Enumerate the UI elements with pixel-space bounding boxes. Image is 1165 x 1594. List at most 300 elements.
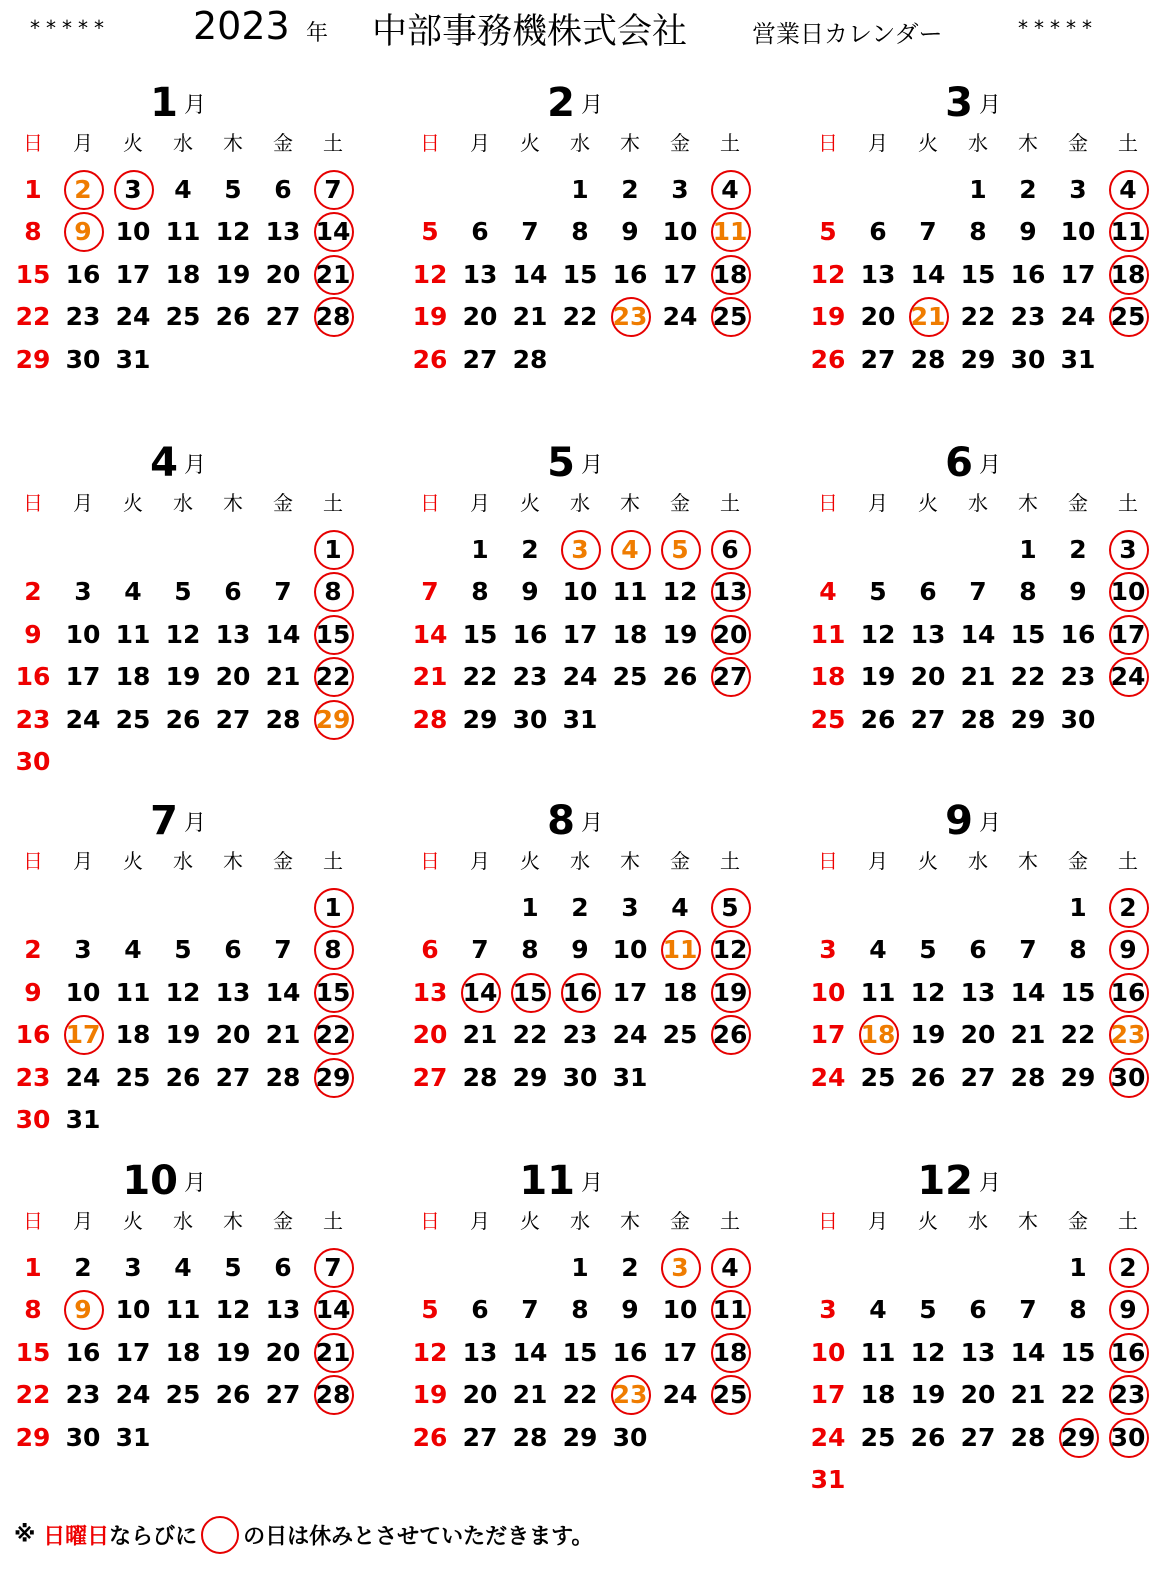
weekday-label: 土 [1118, 491, 1138, 515]
day-cell: 28 [910, 344, 946, 374]
empty-cell [953, 1247, 1003, 1289]
day-cell: 1 [571, 174, 589, 204]
footer-text-1: ならびに [109, 1524, 198, 1550]
day-cell: 21 [512, 302, 548, 331]
footer-text-2: の日は休みとさせていただきます。 [243, 1524, 594, 1550]
day-cell: 12 [165, 977, 201, 1007]
day-cell: 11 [860, 977, 896, 1007]
day-cell: 16 [1103, 1332, 1153, 1374]
day-cell: 24 [65, 704, 101, 734]
day-cell: 2 [1103, 1247, 1153, 1289]
day-cell: 22 [308, 656, 358, 698]
day-cell: 18 [810, 662, 846, 691]
day-cell: 7 [919, 217, 937, 246]
day-cell: 10 [115, 1295, 151, 1324]
day-cell: 13 [960, 977, 996, 1007]
day-cell: 27 [705, 656, 755, 698]
empty-cell [853, 1247, 903, 1289]
day-cell: 29 [1010, 704, 1046, 734]
weekday-label: 金 [670, 131, 690, 155]
day-cell: 3 [621, 892, 639, 922]
month-suffix: 月 [581, 811, 604, 836]
weekday-label: 木 [1018, 849, 1038, 873]
day-cell: 28 [265, 1062, 301, 1092]
weekday-label: 火 [918, 1209, 938, 1233]
day-cell: 8 [308, 929, 358, 971]
month-number: 1 [150, 80, 178, 126]
weekday-label: 水 [968, 849, 988, 873]
day-cell: 10 [662, 1295, 698, 1324]
day-cell: 11 [115, 977, 151, 1007]
day-cell: 13 [215, 619, 251, 649]
day-cell: 20 [860, 302, 896, 331]
month-title [405, 440, 760, 486]
day-cell: 29 [15, 1422, 51, 1452]
month-7 [8, 778, 363, 1134]
month-suffix: 月 [979, 811, 1002, 836]
day-cell: 7 [521, 1295, 539, 1324]
day-cell: 26 [215, 1380, 251, 1409]
day-cell: 15 [15, 259, 51, 289]
day-cell: 25 [165, 302, 201, 331]
day-cell: 15 [308, 614, 358, 656]
month-grid [405, 126, 755, 381]
day-cell: 23 [15, 704, 51, 734]
day-cell: 17 [58, 1014, 108, 1056]
day-cell: 15 [562, 1337, 598, 1367]
day-cell: 6 [224, 935, 242, 964]
day-cell: 7 [471, 935, 489, 964]
month-suffix: 月 [979, 453, 1002, 478]
day-cell: 9 [1019, 217, 1037, 246]
weekday-label: 日 [420, 491, 440, 515]
day-cell: 26 [165, 1062, 201, 1092]
month-number: 6 [945, 440, 973, 486]
day-cell: 11 [705, 1289, 755, 1331]
day-cell: 31 [562, 704, 598, 734]
weekday-label: 日 [420, 131, 440, 155]
empty-cell [803, 169, 853, 211]
empty-cell [208, 529, 258, 571]
day-cell: 2 [621, 174, 639, 204]
calendar-header [0, 0, 1165, 60]
weekday-label: 火 [123, 131, 143, 155]
month-number: 11 [519, 1158, 575, 1204]
day-cell: 7 [1019, 935, 1037, 964]
day-cell: 27 [412, 1062, 448, 1092]
day-cell: 17 [612, 977, 648, 1007]
day-cell: 4 [1103, 169, 1153, 211]
day-cell: 26 [165, 704, 201, 734]
day-cell: 17 [662, 259, 698, 289]
day-cell: 1 [1019, 534, 1037, 564]
day-cell: 18 [705, 254, 755, 296]
day-cell: 11 [1103, 211, 1153, 253]
weekday-label: 月 [73, 849, 93, 873]
day-cell: 28 [512, 1422, 548, 1452]
day-cell: 18 [705, 1332, 755, 1374]
weekday-label: 金 [1068, 491, 1088, 515]
day-cell: 25 [860, 1422, 896, 1452]
month-suffix: 月 [184, 1171, 207, 1196]
day-cell: 11 [612, 577, 648, 606]
weekday-label: 月 [868, 1209, 888, 1233]
month-8 [405, 778, 760, 1128]
day-cell: 8 [1069, 1295, 1087, 1324]
day-cell: 14 [265, 619, 301, 649]
day-cell: 1 [308, 529, 358, 571]
day-cell: 29 [15, 344, 51, 374]
month-grid [405, 1204, 755, 1459]
day-cell: 17 [1103, 614, 1153, 656]
weekday-label: 水 [570, 1209, 590, 1233]
day-cell: 10 [810, 1337, 846, 1367]
day-cell: 30 [15, 1105, 51, 1134]
empty-cell [455, 887, 505, 929]
empty-cell [1003, 887, 1053, 929]
day-cell: 2 [571, 892, 589, 922]
day-cell: 5 [919, 1295, 937, 1324]
day-cell: 13 [462, 1337, 498, 1367]
weekday-label: 土 [323, 131, 343, 155]
day-cell: 22 [15, 302, 51, 331]
weekday-label: 日 [420, 849, 440, 873]
day-cell: 6 [969, 935, 987, 964]
month-5 [405, 420, 760, 770]
day-cell: 14 [910, 259, 946, 289]
day-cell: 30 [612, 1422, 648, 1452]
empty-cell [8, 529, 58, 571]
day-cell: 4 [124, 577, 142, 606]
day-cell: 17 [65, 662, 101, 691]
day-cell: 16 [15, 662, 51, 691]
month-title [8, 440, 363, 486]
day-cell: 9 [521, 577, 539, 606]
empty-cell [455, 1247, 505, 1289]
day-cell: 12 [412, 259, 448, 289]
day-cell: 30 [15, 747, 51, 776]
day-cell: 29 [562, 1422, 598, 1452]
day-cell: 12 [662, 577, 698, 606]
day-cell: 24 [115, 1380, 151, 1409]
day-cell: 20 [215, 1020, 251, 1049]
day-cell: 3 [555, 529, 605, 571]
day-cell: 13 [265, 1295, 301, 1324]
day-cell: 20 [412, 1020, 448, 1049]
empty-cell [903, 1247, 953, 1289]
day-cell: 9 [58, 211, 108, 253]
day-cell: 2 [521, 534, 539, 564]
day-cell: 27 [215, 704, 251, 734]
weekday-label: 土 [720, 849, 740, 873]
day-cell: 28 [308, 1374, 358, 1416]
day-cell: 14 [512, 1337, 548, 1367]
empty-cell [853, 169, 903, 211]
empty-cell [853, 887, 903, 929]
day-cell: 4 [605, 529, 655, 571]
day-cell: 18 [115, 662, 151, 691]
day-cell: 5 [224, 1252, 242, 1282]
day-cell: 23 [512, 662, 548, 691]
weekday-label: 日 [818, 491, 838, 515]
day-cell: 1 [969, 174, 987, 204]
day-cell: 12 [860, 619, 896, 649]
day-cell: 5 [869, 577, 887, 606]
day-cell: 12 [810, 259, 846, 289]
day-cell: 13 [705, 571, 755, 613]
day-cell: 20 [215, 662, 251, 691]
month-number: 10 [122, 1158, 178, 1204]
day-cell: 8 [24, 1295, 42, 1324]
day-cell: 9 [621, 217, 639, 246]
month-grid [405, 486, 755, 741]
day-cell: 10 [810, 977, 846, 1007]
day-cell: 20 [910, 662, 946, 691]
day-cell: 8 [471, 577, 489, 606]
day-cell: 8 [24, 217, 42, 246]
day-cell: 2 [24, 577, 42, 606]
weekday-label: 月 [470, 1209, 490, 1233]
weekday-label: 土 [720, 131, 740, 155]
month-suffix: 月 [581, 453, 604, 478]
day-cell: 17 [115, 259, 151, 289]
month-suffix: 月 [184, 811, 207, 836]
empty-cell [258, 887, 308, 929]
empty-cell [405, 887, 455, 929]
day-cell: 9 [24, 619, 42, 649]
day-cell: 25 [115, 1062, 151, 1092]
weekday-label: 木 [1018, 1209, 1038, 1233]
weekday-label: 火 [123, 491, 143, 515]
weekday-label: 月 [868, 849, 888, 873]
day-cell: 22 [1060, 1020, 1096, 1049]
day-cell: 14 [265, 977, 301, 1007]
weekday-label: 火 [520, 849, 540, 873]
weekday-label: 水 [173, 1209, 193, 1233]
day-cell: 31 [115, 344, 151, 374]
day-cell: 23 [562, 1020, 598, 1049]
day-cell: 22 [562, 302, 598, 331]
day-cell: 30 [1103, 1057, 1153, 1099]
day-cell: 16 [15, 1020, 51, 1049]
day-cell: 19 [215, 1337, 251, 1367]
day-cell: 17 [810, 1020, 846, 1049]
weekday-label: 金 [1068, 849, 1088, 873]
day-cell: 27 [265, 1380, 301, 1409]
day-cell: 3 [74, 577, 92, 606]
day-cell: 15 [1060, 977, 1096, 1007]
day-cell: 24 [612, 1020, 648, 1049]
day-cell: 26 [910, 1422, 946, 1452]
empty-cell [903, 529, 953, 571]
empty-cell [953, 529, 1003, 571]
day-cell: 13 [412, 977, 448, 1007]
day-cell: 30 [562, 1062, 598, 1092]
day-cell: 25 [705, 296, 755, 338]
empty-cell [505, 1247, 555, 1289]
weekday-label: 火 [123, 1209, 143, 1233]
day-cell: 3 [819, 935, 837, 964]
calendar-subtitle: 営業日カレンダー [752, 20, 943, 48]
month-suffix: 月 [581, 93, 604, 118]
day-cell: 2 [24, 935, 42, 964]
day-cell: 8 [521, 935, 539, 964]
month-grid [8, 486, 358, 784]
day-cell: 20 [265, 1337, 301, 1367]
day-cell: 4 [174, 1252, 192, 1282]
weekday-label: 日 [23, 491, 43, 515]
month-9 [803, 778, 1158, 1128]
weekday-label: 火 [123, 849, 143, 873]
month-title [803, 1158, 1158, 1204]
month-grid [803, 844, 1153, 1099]
day-cell: 19 [810, 302, 846, 331]
weekday-label: 金 [273, 849, 293, 873]
month-10 [8, 1138, 363, 1488]
weekday-label: 土 [1118, 1209, 1138, 1233]
weekday-label: 火 [918, 491, 938, 515]
day-cell: 5 [705, 887, 755, 929]
day-cell: 22 [15, 1380, 51, 1409]
weekday-label: 日 [818, 1209, 838, 1233]
day-cell: 23 [1010, 302, 1046, 331]
day-cell: 23 [65, 1380, 101, 1409]
day-cell: 12 [215, 217, 251, 246]
day-cell: 29 [1053, 1417, 1103, 1459]
circle-icon [201, 1516, 239, 1554]
day-cell: 7 [274, 935, 292, 964]
weekday-label: 金 [1068, 1209, 1088, 1233]
day-cell: 14 [308, 211, 358, 253]
month-title [8, 1158, 363, 1204]
day-cell: 15 [505, 972, 555, 1014]
day-cell: 22 [1060, 1380, 1096, 1409]
day-cell: 13 [462, 259, 498, 289]
day-cell: 27 [960, 1062, 996, 1092]
day-cell: 16 [612, 1337, 648, 1367]
day-cell: 3 [108, 169, 158, 211]
day-cell: 22 [960, 302, 996, 331]
day-cell: 26 [705, 1014, 755, 1056]
day-cell: 9 [58, 1289, 108, 1331]
month-title [8, 80, 363, 126]
day-cell: 10 [612, 935, 648, 964]
day-cell: 24 [662, 1380, 698, 1409]
day-cell: 5 [421, 1295, 439, 1324]
day-cell: 21 [462, 1020, 498, 1049]
weekday-label: 木 [223, 491, 243, 515]
day-cell: 5 [819, 217, 837, 246]
day-cell: 6 [471, 217, 489, 246]
day-cell: 6 [869, 217, 887, 246]
month-suffix: 月 [184, 453, 207, 478]
day-cell: 5 [224, 174, 242, 204]
weekday-label: 土 [323, 1209, 343, 1233]
day-cell: 11 [115, 619, 151, 649]
day-cell: 7 [308, 1247, 358, 1289]
weekday-label: 土 [1118, 849, 1138, 873]
day-cell: 16 [65, 259, 101, 289]
day-cell: 18 [662, 977, 698, 1007]
day-cell: 3 [671, 174, 689, 204]
footer-note [14, 1516, 593, 1562]
day-cell: 21 [412, 662, 448, 691]
empty-cell [903, 169, 953, 211]
day-cell: 23 [1103, 1014, 1153, 1056]
day-cell: 28 [308, 296, 358, 338]
day-cell: 23 [605, 296, 655, 338]
day-cell: 14 [412, 619, 448, 649]
day-cell: 24 [1103, 656, 1153, 698]
weekday-label: 金 [273, 491, 293, 515]
day-cell: 8 [1069, 935, 1087, 964]
day-cell: 11 [655, 929, 705, 971]
day-cell: 24 [662, 302, 698, 331]
empty-cell [108, 529, 158, 571]
day-cell: 28 [412, 704, 448, 734]
month-title [405, 798, 760, 844]
weekday-label: 金 [670, 1209, 690, 1233]
day-cell: 16 [1060, 619, 1096, 649]
day-cell: 10 [65, 977, 101, 1007]
day-cell: 12 [910, 977, 946, 1007]
day-cell: 25 [810, 704, 846, 734]
month-title [8, 798, 363, 844]
day-cell: 3 [819, 1295, 837, 1324]
day-cell: 10 [1060, 217, 1096, 246]
weekday-label: 水 [570, 849, 590, 873]
day-cell: 6 [919, 577, 937, 606]
day-cell: 25 [1103, 296, 1153, 338]
day-cell: 18 [612, 619, 648, 649]
day-cell: 8 [969, 217, 987, 246]
stars-left: ***** [30, 16, 110, 40]
day-cell: 14 [960, 619, 996, 649]
day-cell: 21 [1010, 1020, 1046, 1049]
weekday-label: 木 [223, 849, 243, 873]
weekday-label: 木 [1018, 131, 1038, 155]
day-cell: 19 [215, 259, 251, 289]
day-cell: 11 [705, 211, 755, 253]
day-cell: 1 [308, 887, 358, 929]
day-cell: 25 [705, 1374, 755, 1416]
day-cell: 22 [512, 1020, 548, 1049]
empty-cell [803, 1247, 853, 1289]
day-cell: 27 [960, 1422, 996, 1452]
month-title [803, 798, 1158, 844]
day-cell: 7 [1019, 1295, 1037, 1324]
day-cell: 18 [165, 259, 201, 289]
day-cell: 24 [562, 662, 598, 691]
weekday-label: 金 [670, 849, 690, 873]
day-cell: 9 [621, 1295, 639, 1324]
day-cell: 19 [412, 302, 448, 331]
day-cell: 6 [224, 577, 242, 606]
day-cell: 18 [1103, 254, 1153, 296]
day-cell: 28 [512, 344, 548, 374]
day-cell: 26 [662, 662, 698, 691]
year-suffix: 年 [306, 21, 329, 46]
month-11 [405, 1138, 760, 1488]
day-cell: 22 [562, 1380, 598, 1409]
day-cell: 26 [810, 344, 846, 374]
day-cell: 25 [115, 704, 151, 734]
weekday-label: 火 [520, 491, 540, 515]
day-cell: 29 [960, 344, 996, 374]
day-cell: 4 [869, 1295, 887, 1324]
day-cell: 23 [1060, 662, 1096, 691]
day-cell: 2 [1019, 174, 1037, 204]
